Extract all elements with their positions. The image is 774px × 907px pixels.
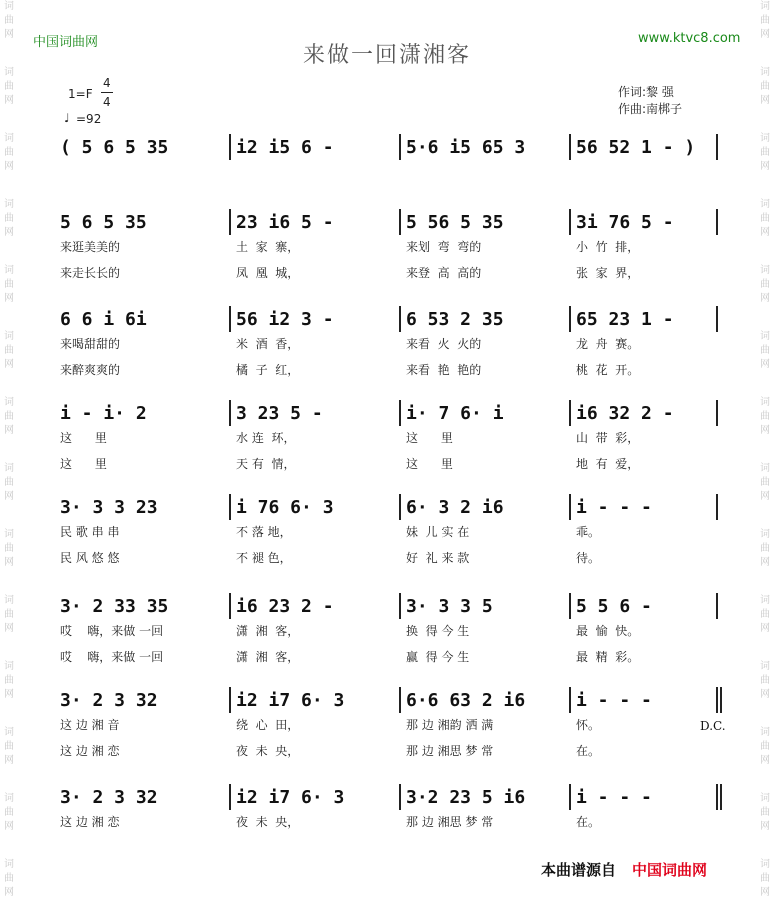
lyric-segment: 山 带 彩， <box>576 431 640 445</box>
bar-line <box>716 687 718 713</box>
lyric-segment: 这 里 <box>406 431 453 445</box>
lyric-line <box>0 523 660 539</box>
lyric-segment: 小 竹 排， <box>576 240 640 254</box>
bar-line <box>569 494 571 520</box>
lyric-line <box>0 361 660 377</box>
measure-notes: 6· 3 2 i6 <box>406 497 504 518</box>
watermark-right: 词曲网 词曲网 词曲网 词曲网 词曲网 词曲网 词曲网 词曲网 词曲网 词曲网 词曲网 词曲网 词曲网 词曲网 <box>760 1 770 898</box>
bar-line <box>569 306 571 332</box>
measure-notes: i - i· 2 <box>60 403 147 424</box>
lyric-line <box>0 716 660 732</box>
bar-line <box>569 134 571 160</box>
tempo-marking: =92 <box>76 112 102 126</box>
bar-line <box>399 134 401 160</box>
lyric-segment: 民 风 悠 悠 <box>60 551 120 565</box>
notation-line <box>0 787 660 811</box>
lyric-segment: 这 里 <box>60 431 107 445</box>
lyric-segment: 地 有 爱， <box>576 457 640 471</box>
lyric-segment: 来逛美美的 <box>60 240 121 254</box>
bar-line <box>569 593 571 619</box>
measure-notes: 6 6 i 6i <box>60 309 147 330</box>
notation-line <box>0 309 674 333</box>
double-bar-line <box>720 687 722 713</box>
lyric-segment: 赢 得 今 生 <box>406 650 470 664</box>
measure-notes: i2 i7 6· 3 <box>236 690 345 711</box>
measure-notes: 6 53 2 35 <box>406 309 504 330</box>
measure-notes: i2 i7 6· 3 <box>236 787 345 808</box>
composer: 作曲:南梆子 <box>618 102 683 116</box>
lyric-segment: 这 边 湘 恋 <box>60 744 120 758</box>
bar-line <box>399 593 401 619</box>
measure-notes: 3i 76 5 - <box>576 212 674 233</box>
lyric-line <box>0 429 660 445</box>
lyric-segment: 潇 湘 客， <box>236 650 300 664</box>
credits <box>618 84 682 118</box>
quarter-note-icon: ♩ <box>64 111 70 125</box>
bar-line <box>569 400 571 426</box>
lyric-segment: 橘 子 红， <box>236 363 300 377</box>
bar-line <box>229 593 231 619</box>
site-url-right[interactable]: www.ktvc8.com <box>638 31 741 46</box>
lyric-segment: 来看 火 火的 <box>406 337 482 351</box>
measure-notes: 3· 3 3 5 <box>406 596 493 617</box>
bar-line <box>399 687 401 713</box>
lyricist: 作词:黎 强 <box>618 85 674 99</box>
bar-line <box>716 400 718 426</box>
measure-notes: 3·2 23 5 i6 <box>406 787 526 808</box>
bar-line <box>399 209 401 235</box>
lyric-segment: 那 边 湘韵 洒 满 <box>406 718 494 732</box>
bar-line <box>716 593 718 619</box>
lyric-segment: 在。 <box>576 815 601 829</box>
measure-notes: ( 5 6 5 35 <box>60 137 169 158</box>
measure-notes: i· 7 6· i <box>406 403 504 424</box>
lyric-line <box>0 813 660 829</box>
lyric-line <box>0 648 660 664</box>
bar-line <box>716 209 718 235</box>
bar-line <box>399 494 401 520</box>
time-signature-bottom: 4 <box>103 95 111 109</box>
bar-line <box>399 400 401 426</box>
measure-notes: 6·6 63 2 i6 <box>406 690 526 711</box>
lyric-line <box>0 742 660 758</box>
lyric-segment: 乖。 <box>576 525 601 539</box>
measure-notes: 3 23 5 - <box>236 403 323 424</box>
bar-line <box>716 494 718 520</box>
measure-notes: 3· 2 3 32 <box>60 787 158 808</box>
lyric-segment: 最 愉 快。 <box>576 624 640 638</box>
measure-notes: 56 52 1 - ) <box>576 137 696 158</box>
measure-notes: 3· 2 3 32 <box>60 690 158 711</box>
bar-line <box>716 784 718 810</box>
lyric-segment: 天 有 情， <box>236 457 296 471</box>
footer-source-label: 本曲谱源自 <box>541 861 617 879</box>
bar-line <box>716 134 718 160</box>
notation-line <box>0 690 660 714</box>
footer-attribution <box>541 859 707 880</box>
lyric-segment: 绕 心 田， <box>236 718 300 732</box>
lyric-segment: 夜 未 央， <box>236 744 300 758</box>
lyric-line <box>0 622 660 638</box>
measure-notes: 23 i6 5 - <box>236 212 334 233</box>
notation-line <box>0 596 660 620</box>
measure-notes: 5·6 i5 65 3 <box>406 137 526 158</box>
measure-notes: i - - - <box>576 787 652 808</box>
bar-line <box>569 784 571 810</box>
lyric-segment: 民 歌 串 串 <box>60 525 120 539</box>
bar-line <box>229 687 231 713</box>
lyric-segment: 在。 <box>576 744 601 758</box>
measure-notes: i - - - <box>576 690 652 711</box>
notation-line <box>0 403 674 427</box>
lyric-segment: 这 里 <box>406 457 453 471</box>
key-signature: 1=F <box>68 87 93 101</box>
site-name-left[interactable]: 中国词曲网 <box>33 35 99 50</box>
bar-line <box>229 400 231 426</box>
lyric-segment: 来走长长的 <box>60 266 121 280</box>
lyric-segment: 妹 儿 实 在 <box>406 525 470 539</box>
bar-line <box>229 209 231 235</box>
lyric-segment: 不 落 地， <box>236 525 292 539</box>
lyric-segment: 这 里 <box>60 457 107 471</box>
measure-notes: 65 23 1 - <box>576 309 674 330</box>
lyric-line <box>0 549 660 565</box>
bar-line <box>229 306 231 332</box>
measure-notes: 56 i2 3 - <box>236 309 334 330</box>
watermark-left: 词曲网 词曲网 词曲网 词曲网 词曲网 词曲网 词曲网 词曲网 词曲网 词曲网 词曲网 词曲网 词曲网 词曲网 <box>4 1 14 898</box>
song-title: 来做一回潇湘客 <box>302 43 471 68</box>
bar-line <box>399 784 401 810</box>
notation-line <box>0 497 660 521</box>
lyric-segment: 来喝甜甜的 <box>60 337 121 351</box>
lyric-line <box>0 238 660 254</box>
lyric-segment: 这 边 湘 音 <box>60 718 120 732</box>
measure-notes: 3· 3 3 23 <box>60 497 158 518</box>
bar-line <box>399 306 401 332</box>
lyric-segment: 哎 嗨，来做 一回 <box>60 624 164 638</box>
bar-line <box>569 687 571 713</box>
notation-line <box>0 212 674 236</box>
lyric-segment: 那 边 湘思 梦 常 <box>406 744 494 758</box>
lyric-segment: 米 酒 香， <box>236 337 300 351</box>
lyric-segment: 凤 凰 城， <box>236 266 300 280</box>
lyric-segment: 最 精 彩。 <box>576 650 640 664</box>
footer-site-name[interactable]: 中国词曲网 <box>632 861 708 879</box>
lyric-segment: 来看 艳 艳的 <box>406 363 482 377</box>
measure-notes: 5 56 5 35 <box>406 212 504 233</box>
lyric-segment: 待。 <box>576 551 601 565</box>
bar-line <box>569 209 571 235</box>
lyric-segment: 土 家 寨， <box>236 240 300 254</box>
bar-line <box>229 134 231 160</box>
lyric-segment: 张 家 界， <box>576 266 640 280</box>
measure-notes: 3· 2 33 35 <box>60 596 169 617</box>
lyric-segment: 夜 未 央， <box>236 815 300 829</box>
lyric-segment: 怀。 <box>576 718 601 732</box>
double-bar-line <box>720 784 722 810</box>
da-capo-marking: D.C. <box>700 719 726 733</box>
lyric-segment: 来醉爽爽的 <box>60 363 121 377</box>
lyric-segment: 这 边 湘 恋 <box>60 815 120 829</box>
lyric-segment: 不 褪 色， <box>236 551 292 565</box>
lyric-segment: 龙 舟 赛。 <box>576 337 640 351</box>
measure-notes: i6 32 2 - <box>576 403 674 424</box>
lyric-segment: 好 礼 来 款 <box>406 551 470 565</box>
measure-notes: i 76 6· 3 <box>236 497 334 518</box>
lyric-segment: 来划 弯 弯的 <box>406 240 482 254</box>
lyric-line <box>0 264 660 280</box>
time-signature-top: 4 <box>103 76 111 90</box>
lyric-segment: 桃 花 开。 <box>576 363 640 377</box>
lyric-segment: 换 得 今 生 <box>406 624 470 638</box>
bar-line <box>716 306 718 332</box>
lyric-segment: 水 连 环， <box>236 431 296 445</box>
lyric-segment: 来登 高 高的 <box>406 266 482 280</box>
lyric-line <box>0 335 660 351</box>
measure-notes: i6 23 2 - <box>236 596 334 617</box>
measure-notes: i - - - <box>576 497 652 518</box>
measure-notes: 5 5 6 - <box>576 596 652 617</box>
lyric-segment: 哎 嗨，来做 一回 <box>60 650 164 664</box>
measure-notes: 5 6 5 35 <box>60 212 147 233</box>
lyric-segment: 那 边 湘思 梦 常 <box>406 815 494 829</box>
measure-notes: i2 i5 6 - <box>236 137 334 158</box>
bar-line <box>229 784 231 810</box>
notation-line <box>0 137 696 161</box>
lyric-line <box>0 455 660 471</box>
time-signature-line <box>101 92 113 93</box>
bar-line <box>229 494 231 520</box>
lyric-segment: 潇 湘 客， <box>236 624 300 638</box>
